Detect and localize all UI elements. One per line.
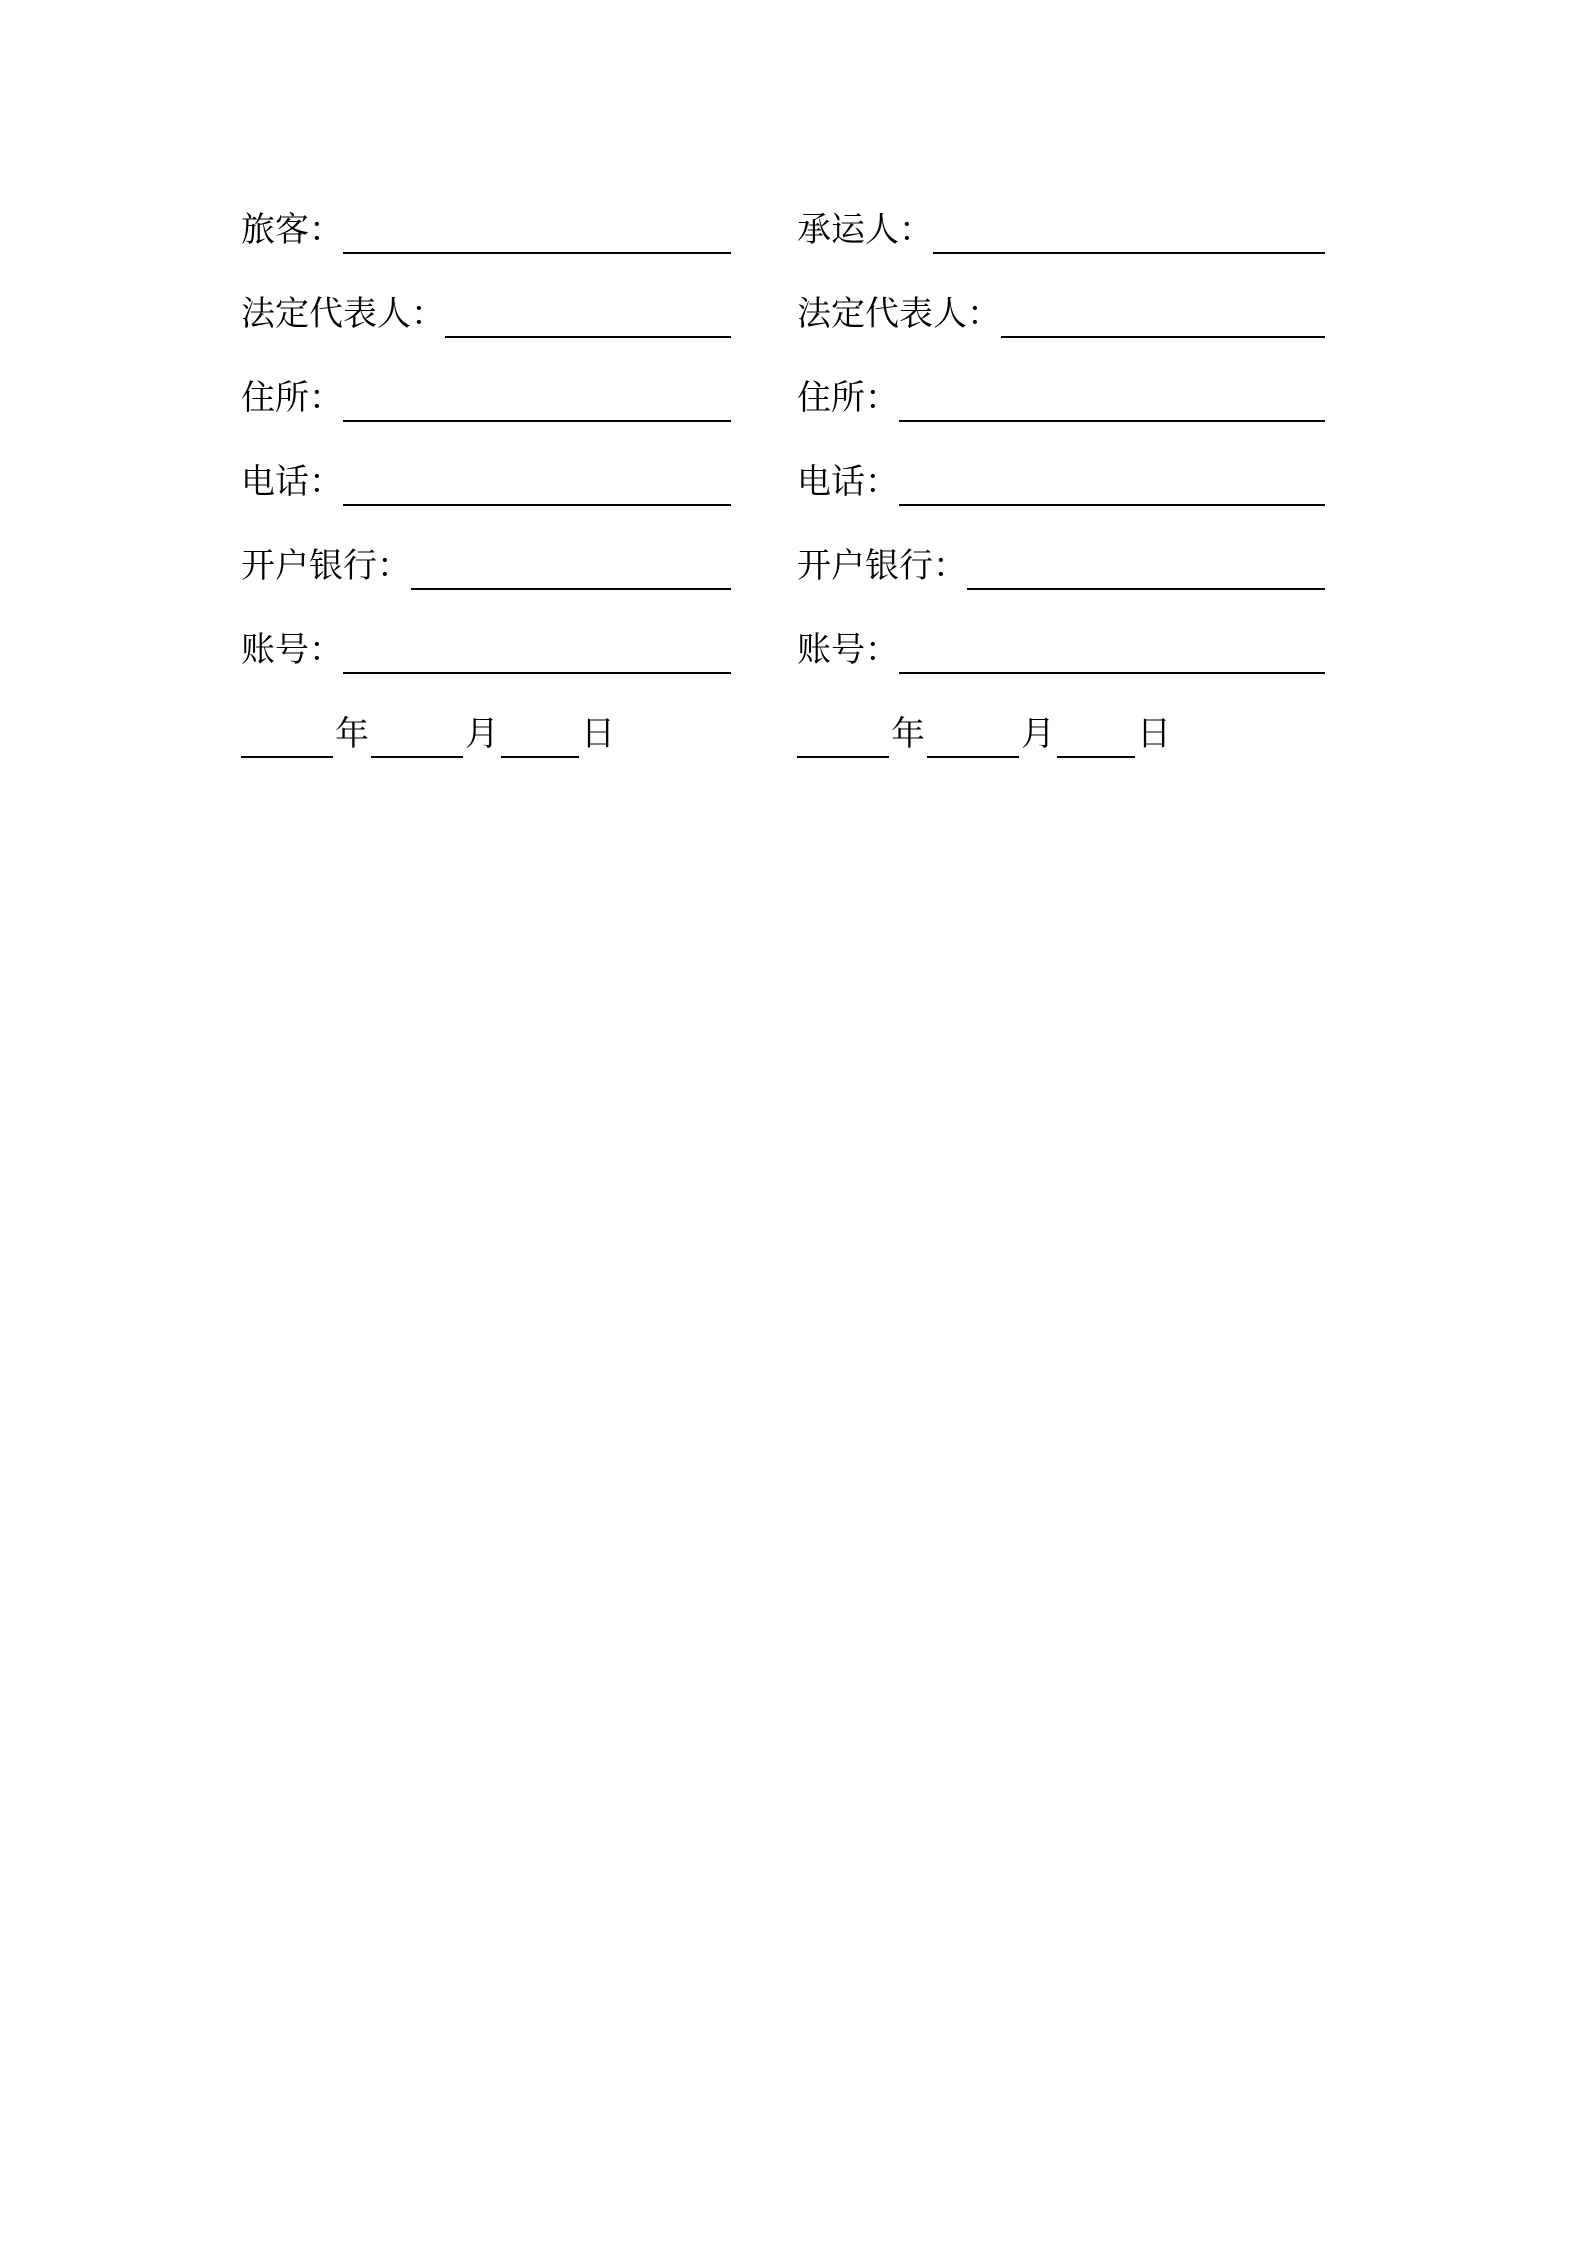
carrier-bank-blank bbox=[967, 542, 1325, 590]
passenger-bank-label: 开户银行： bbox=[241, 546, 411, 586]
carrier-account-label: 账号： bbox=[797, 630, 899, 670]
passenger-day-unit: 日 bbox=[581, 714, 615, 754]
carrier-day-blank bbox=[1057, 710, 1135, 758]
passenger-year-unit: 年 bbox=[335, 714, 369, 754]
passenger-name-row bbox=[241, 206, 731, 290]
carrier-address-row bbox=[797, 374, 1325, 458]
passenger-year-blank bbox=[241, 710, 333, 758]
passenger-name-blank bbox=[343, 206, 731, 254]
carrier-phone-label: 电话： bbox=[797, 462, 899, 502]
carrier-legal-rep-label: 法定代表人： bbox=[797, 294, 1001, 334]
passenger-address-label: 住所： bbox=[241, 378, 343, 418]
passenger-signature-block bbox=[241, 206, 731, 794]
carrier-address-blank bbox=[899, 374, 1325, 422]
carrier-year-blank bbox=[797, 710, 889, 758]
carrier-date-row bbox=[797, 710, 1325, 794]
passenger-legal-rep-label: 法定代表人： bbox=[241, 294, 445, 334]
passenger-phone-label: 电话： bbox=[241, 462, 343, 502]
carrier-phone-blank bbox=[899, 458, 1325, 506]
passenger-date-row bbox=[241, 710, 731, 794]
passenger-day-blank bbox=[501, 710, 579, 758]
carrier-phone-row bbox=[797, 458, 1325, 542]
passenger-name-label: 旅客： bbox=[241, 210, 343, 250]
carrier-month-blank bbox=[927, 710, 1019, 758]
carrier-address-label: 住所： bbox=[797, 378, 899, 418]
carrier-account-row bbox=[797, 626, 1325, 710]
passenger-phone-row bbox=[241, 458, 731, 542]
passenger-address-blank bbox=[343, 374, 731, 422]
passenger-account-row bbox=[241, 626, 731, 710]
passenger-bank-row bbox=[241, 542, 731, 626]
passenger-month-unit: 月 bbox=[465, 714, 499, 754]
carrier-bank-label: 开户银行： bbox=[797, 546, 967, 586]
passenger-legal-rep-blank bbox=[445, 290, 731, 338]
passenger-account-blank bbox=[343, 626, 731, 674]
carrier-name-blank bbox=[933, 206, 1325, 254]
passenger-address-row bbox=[241, 374, 731, 458]
carrier-legal-rep-blank bbox=[1001, 290, 1325, 338]
passenger-legal-rep-row bbox=[241, 290, 731, 374]
passenger-bank-blank bbox=[411, 542, 731, 590]
carrier-legal-rep-row bbox=[797, 290, 1325, 374]
carrier-month-unit: 月 bbox=[1021, 714, 1055, 754]
carrier-name-row bbox=[797, 206, 1325, 290]
passenger-phone-blank bbox=[343, 458, 731, 506]
passenger-month-blank bbox=[371, 710, 463, 758]
passenger-account-label: 账号： bbox=[241, 630, 343, 670]
carrier-name-label: 承运人： bbox=[797, 210, 933, 250]
carrier-year-unit: 年 bbox=[891, 714, 925, 754]
carrier-day-unit: 日 bbox=[1137, 714, 1171, 754]
carrier-bank-row bbox=[797, 542, 1325, 626]
carrier-account-blank bbox=[899, 626, 1325, 674]
carrier-signature-block bbox=[797, 206, 1325, 794]
